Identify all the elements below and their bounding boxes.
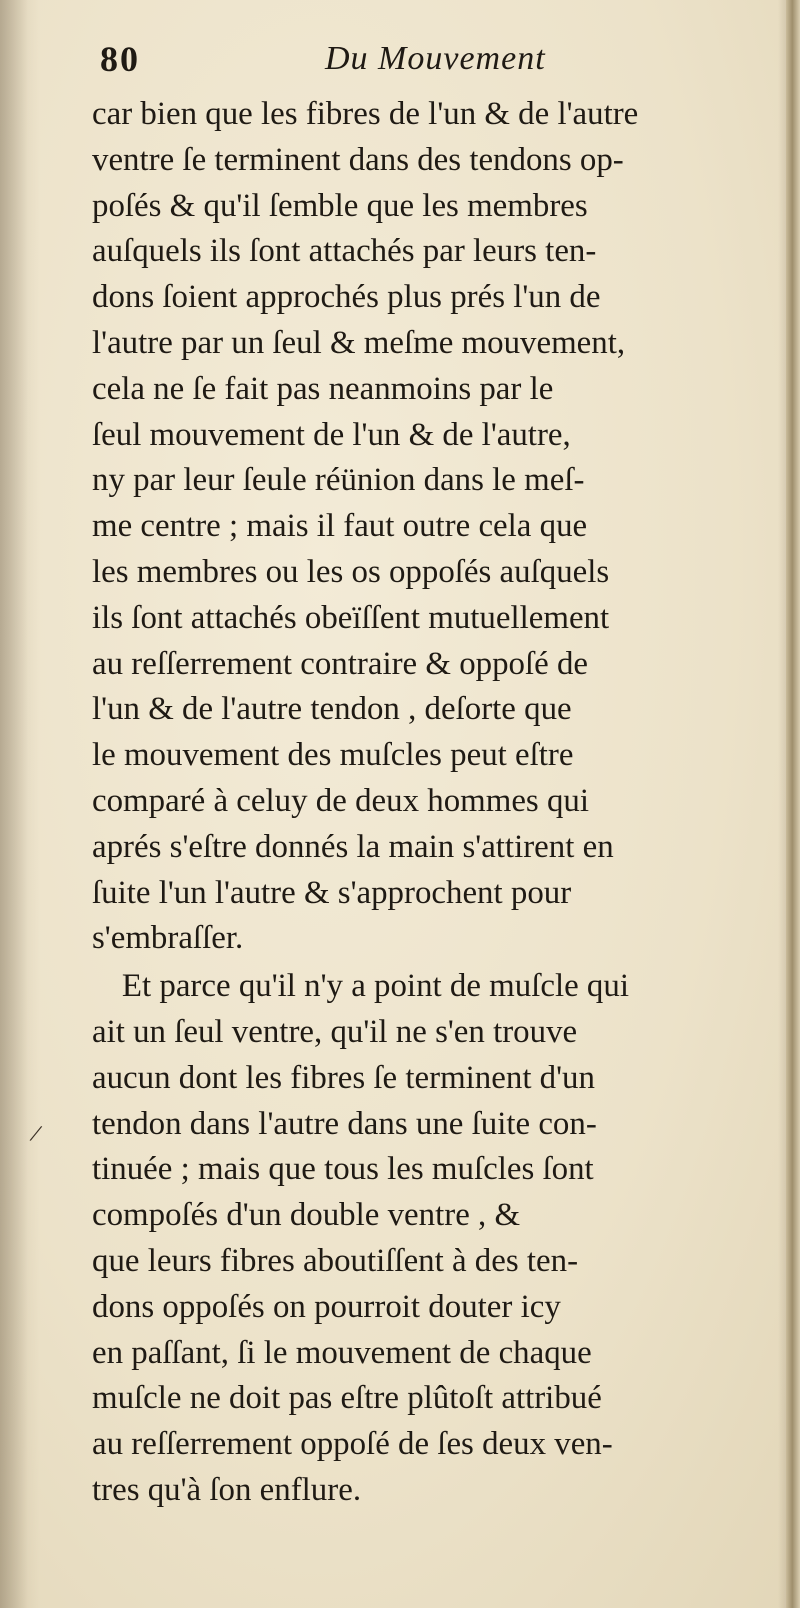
text-line: l'autre par un ſeul & meſme mouvement,	[92, 324, 626, 361]
text-line: le mouvement des muſcles peut eſtre	[92, 737, 574, 774]
text-line: en paſſant, ſi le mouvement de chaque	[92, 1334, 592, 1371]
paragraph-1	[92, 92, 782, 962]
text-line: dons ſoient approchés plus prés l'un de	[92, 279, 601, 316]
text-line: ny par leur ſeule réünion dans le meſ-	[92, 462, 585, 499]
text-line: tinuée ; mais que tous les muſcles ſont	[92, 1151, 594, 1188]
margin-mark: /	[27, 1118, 45, 1149]
text-line: comparé à celuy de deux hommes qui	[92, 782, 590, 819]
text-line: au reſſerrement oppoſé de ſes deux ven-	[92, 1426, 613, 1463]
text-line: compoſés d'un double ventre , &	[92, 1197, 521, 1234]
text-line: tendon dans l'autre dans une ſuite con-	[92, 1105, 597, 1142]
text-line: au reſſerrement contraire & oppoſé de	[92, 645, 589, 682]
text-line: auſquels ils ſont attachés par leurs ten-	[92, 233, 597, 270]
text-line: aprés s'eſtre donnés la main s'attirent en	[92, 828, 614, 865]
text-line: me centre ; mais il faut outre cela que	[92, 508, 588, 545]
page-header	[100, 38, 660, 88]
text-line: s'embraſſer.	[92, 920, 244, 957]
gutter-shadow	[0, 0, 28, 1608]
text-line: poſés & qu'il ſemble que les membres	[92, 187, 588, 224]
text-line: cela ne ſe fait pas neanmoins par le	[92, 370, 554, 407]
text-line: ait un ſeul ventre, qu'il ne s'en trouve	[92, 1013, 578, 1050]
page-number: 80	[100, 39, 140, 79]
body-text	[92, 92, 782, 1514]
text-line: car bien que les fibres de l'un & de l'autre	[92, 96, 639, 132]
text-line: ſuite l'un l'autre & s'approchent pour	[92, 874, 572, 911]
text-line: aucun dont les fibres ſe terminent d'un	[92, 1059, 595, 1096]
text-line: l'un & de l'autre tendon , deſorte que	[92, 691, 572, 728]
paragraph-2	[92, 964, 782, 1514]
page-edge	[786, 0, 800, 1608]
text-line: muſcle ne doit pas eſtre plûtoſt attribué	[92, 1380, 602, 1417]
text-line: ventre ſe terminent dans des tendons op-	[92, 141, 624, 178]
text-line: que leurs fibres aboutiſſent à des ten-	[92, 1242, 579, 1279]
text-line: dons oppoſés on pourroit douter icy	[92, 1288, 561, 1325]
text-line: ils ſont attachés obeïſſent mutuellement	[92, 599, 610, 636]
running-head: Du Mouvement	[325, 40, 546, 77]
text-line: les membres ou les os oppoſés auſquels	[92, 553, 610, 590]
text-line: tres qu'à ſon enflure.	[92, 1471, 362, 1508]
text-line: ſeul mouvement de l'un & de l'autre,	[92, 416, 571, 453]
text-line: Et parce qu'il n'y a point de muſcle qui	[121, 968, 629, 1005]
